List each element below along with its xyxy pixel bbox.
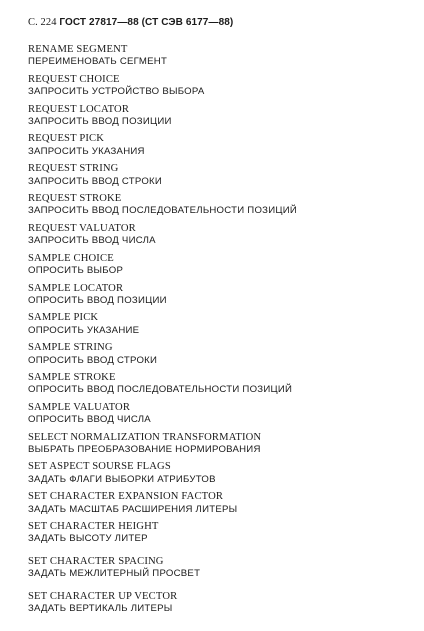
term-entry: [28, 432, 408, 457]
term-entry: [28, 342, 408, 367]
term-entry: [28, 491, 408, 516]
term-english: REQUEST LOCATOR: [28, 103, 130, 115]
term-russian: ОПРОСИТЬ ВЫБОР: [28, 265, 124, 277]
term-russian: ЗАДАТЬ ВЕРТИКАЛЬ ЛИТЕРЫ: [28, 603, 173, 615]
term-list: [28, 44, 408, 620]
term-english: REQUEST STRING: [28, 163, 119, 175]
term-entry: [28, 556, 408, 581]
term-entry: [28, 402, 408, 427]
term-russian: ОПРОСИТЬ УКАЗАНИЕ: [28, 324, 140, 336]
term-english: SELECT NORMALIZATION TRANSFORMATION: [28, 431, 262, 443]
term-entry: [28, 312, 408, 337]
term-russian: ОПРОСИТЬ ВВОД ПОСЛЕДОВАТЕЛЬНОСТИ ПОЗИЦИЙ: [28, 384, 293, 396]
term-english: RENAME SEGMENT: [28, 44, 128, 55]
term-english: SET CHARACTER HEIGHT: [28, 521, 159, 532]
term-russian: ЗАПРОСИТЬ ВВОД ПОСЛЕДОВАТЕЛЬНОСТИ ПОЗИЦИЙ: [28, 205, 297, 217]
term-english: SAMPLE STROKE: [28, 371, 116, 383]
term-entry: [28, 163, 408, 188]
term-entry: [28, 133, 408, 158]
term-russian: ЗАПРОСИТЬ УСТРОЙСТВО ВЫБОРА: [28, 86, 205, 98]
term-english: SET CHARACTER SPACING: [28, 555, 164, 567]
term-russian: ЗАДАТЬ МАСШТАБ РАСШИРЕНИЯ ЛИТЕРЫ: [28, 503, 238, 515]
term-russian: ПЕРЕИМЕНОВАТЬ СЕГМЕНТ: [28, 56, 168, 68]
term-entry: [28, 193, 408, 218]
term-entry: [28, 253, 408, 278]
term-russian: ЗАПРОСИТЬ ВВОД ЧИСЛА: [28, 235, 156, 247]
term-russian: ОПРОСИТЬ ВВОД ЧИСЛА: [28, 414, 151, 426]
term-entry: [28, 74, 408, 99]
term-english: SET CHARACTER UP VECTOR: [28, 590, 178, 602]
standard-designation: ГОСТ 27817—88 (СТ СЭВ 6177—88): [59, 17, 234, 28]
term-russian: ЗАДАТЬ МЕЖЛИТЕРНЫЙ ПРОСВЕТ: [28, 568, 201, 580]
term-russian: ЗАДАТЬ ФЛАГИ ВЫБОРКИ АТРИБУТОВ: [28, 473, 216, 485]
term-english: SAMPLE VALUATOR: [28, 401, 131, 413]
term-russian: ЗАПРОСИТЬ ВВОД ПОЗИЦИИ: [28, 116, 172, 128]
term-russian: ОПРОСИТЬ ВВОД ПОЗИЦИИ: [28, 294, 167, 306]
term-english: REQUEST STROKE: [28, 193, 122, 205]
term-english: SAMPLE STRING: [28, 342, 113, 354]
term-english: SET ASPECT SOURSE FLAGS: [28, 461, 171, 473]
term-english: REQUEST PICK: [28, 133, 105, 145]
term-entry: [28, 591, 408, 616]
term-entry: [28, 521, 408, 546]
term-russian: ЗАПРОСИТЬ УКАЗАНИЯ: [28, 145, 145, 157]
term-english: REQUEST VALUATOR: [28, 222, 136, 234]
term-english: REQUEST CHOICE: [28, 73, 120, 85]
term-english: SET CHARACTER EXPANSION FACTOR: [28, 491, 224, 503]
page-number: С. 224: [28, 17, 57, 28]
page-header: [28, 17, 233, 28]
term-entry: [28, 461, 408, 486]
term-russian: ВЫБРАТЬ ПРЕОБРАЗОВАНИЕ НОРМИРОВАНИЯ: [28, 443, 261, 455]
term-english: SAMPLE PICK: [28, 312, 99, 324]
term-entry: [28, 372, 408, 397]
term-entry: [28, 44, 408, 69]
term-entry: [28, 283, 408, 308]
term-entry: [28, 104, 408, 129]
term-russian: ЗАДАТЬ ВЫСОТУ ЛИТЕР: [28, 533, 148, 545]
term-english: SAMPLE LOCATOR: [28, 282, 124, 294]
term-russian: ЗАПРОСИТЬ ВВОД СТРОКИ: [28, 175, 163, 187]
term-english: SAMPLE CHOICE: [28, 252, 114, 264]
term-russian: ОПРОСИТЬ ВВОД СТРОКИ: [28, 354, 158, 366]
term-entry: [28, 223, 408, 248]
